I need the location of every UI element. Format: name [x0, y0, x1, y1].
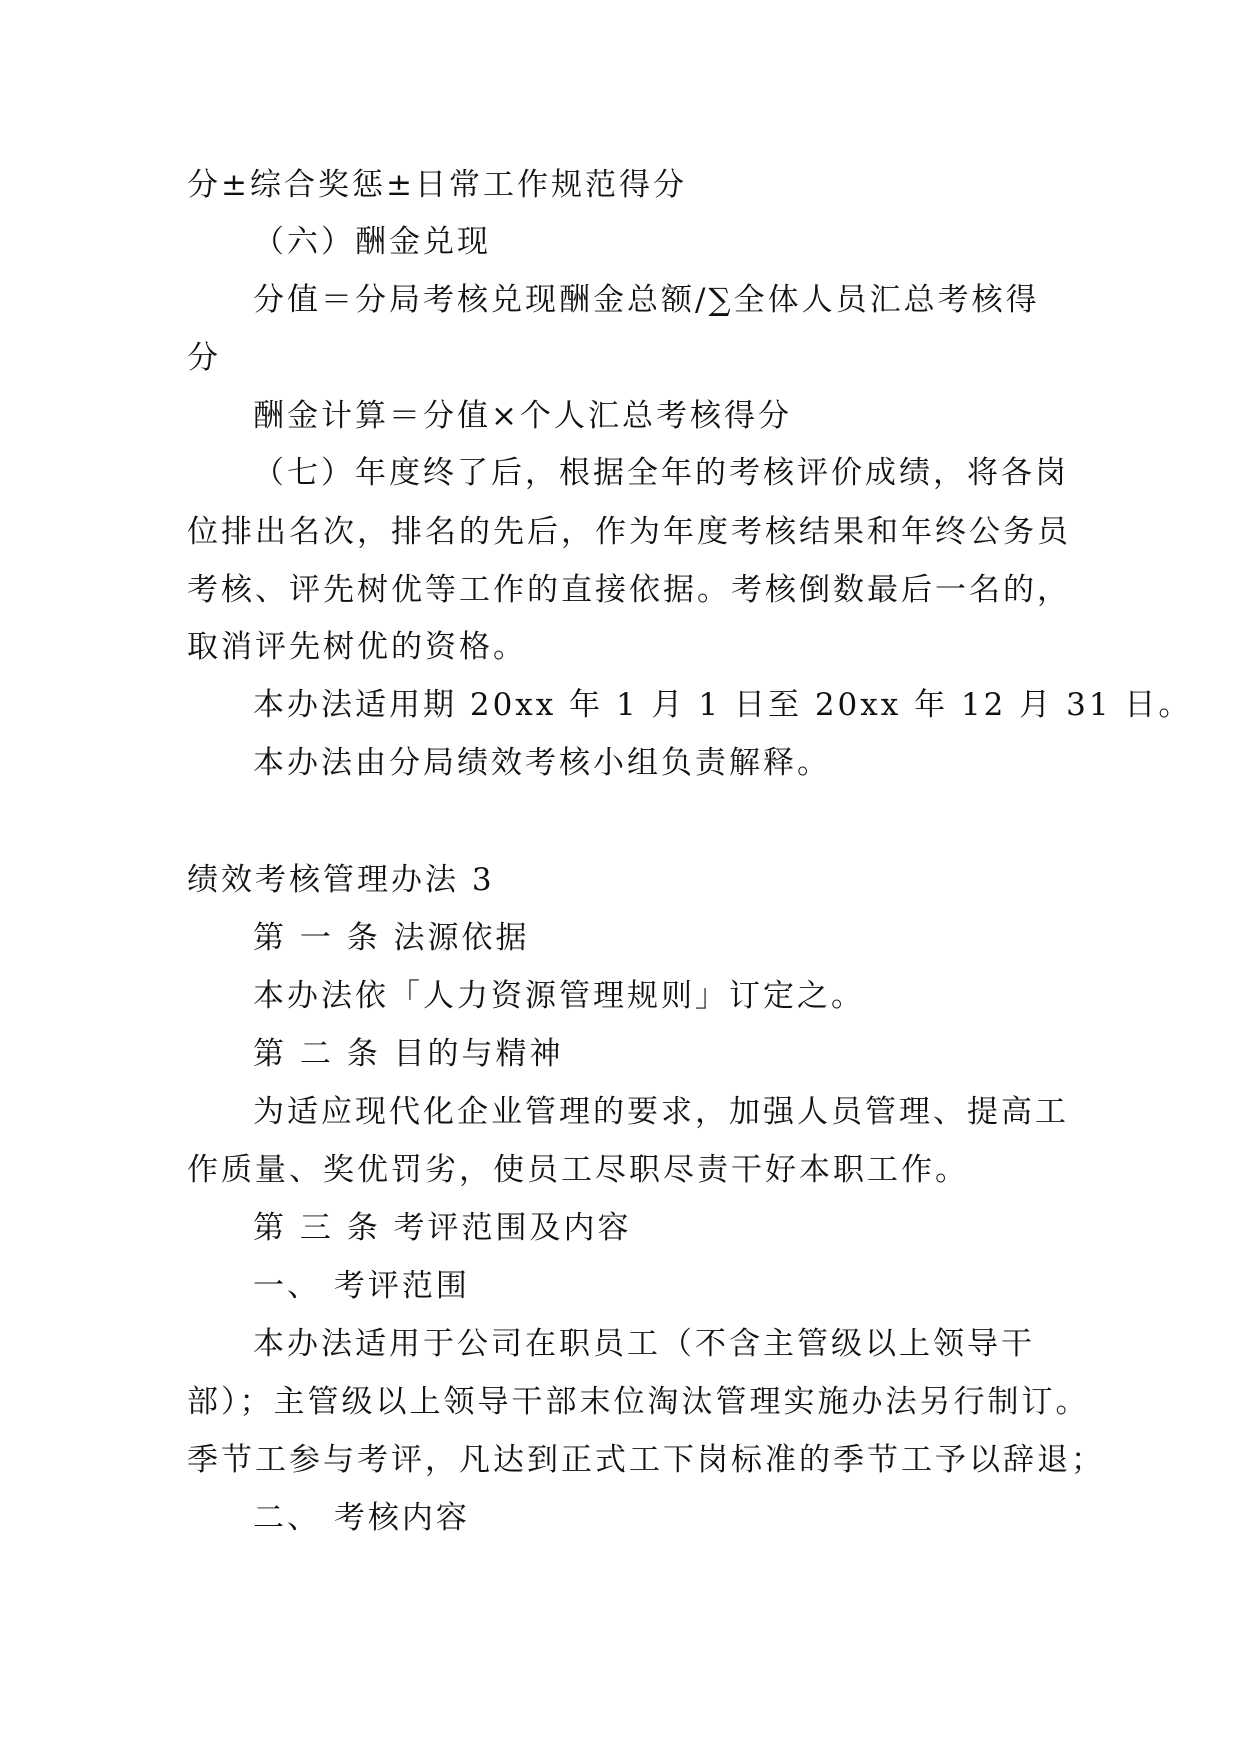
section-heading: （六）酬金兑现 — [253, 224, 491, 260]
paragraph-line: 考核、评先树优等工作的直接依据。考核倒数最后一名的， — [187, 572, 1071, 608]
paragraph-line: 季节工参与考评，凡达到正式工下岗标准的季节工予以辞退； — [187, 1442, 1105, 1478]
article-heading: 第 三 条 考评范围及内容 — [253, 1210, 632, 1246]
paragraph-line: 本办法适用于公司在职员工（不含主管级以上领导干 — [253, 1326, 1035, 1362]
article-heading: 第 一 条 法源依据 — [253, 920, 530, 956]
subsection-heading: 二、 考核内容 — [253, 1500, 470, 1536]
paragraph-line: 取消评先树优的资格。 — [187, 629, 527, 665]
paragraph-line: 本办法由分局绩效考核小组负责解释。 — [253, 745, 831, 781]
article-heading: 第 二 条 目的与精神 — [253, 1036, 564, 1072]
paragraph-line: 分±综合奖惩±日常工作规范得分 — [187, 167, 687, 203]
document-title: 绩效考核管理办法 3 — [187, 862, 495, 898]
paragraph-line: （七）年度终了后，根据全年的考核评价成绩，将各岗 — [253, 455, 1069, 491]
paragraph-line: 为适应现代化企业管理的要求，加强人员管理、提高工 — [253, 1094, 1069, 1130]
paragraph-line: 酬金计算＝分值×个人汇总考核得分 — [253, 398, 792, 434]
paragraph-line: 分 — [187, 340, 221, 376]
paragraph-line: 作质量、奖优罚劣，使员工尽职尽责干好本职工作。 — [187, 1152, 969, 1188]
paragraph-line: 本办法依「人力资源管理规则」订定之。 — [253, 978, 865, 1014]
paragraph-line: 本办法适用期 20xx 年 1 月 1 日至 20xx 年 12 月 31 日。 — [253, 687, 1193, 723]
paragraph-line: 部）；主管级以上领导干部末位淘汰管理实施办法另行制订。 — [187, 1384, 1090, 1420]
subsection-heading: 一、 考评范围 — [253, 1268, 470, 1304]
paragraph-line: 分值＝分局考核兑现酬金总额/∑全体人员汇总考核得 — [253, 282, 1040, 318]
paragraph-line: 位排出名次，排名的先后，作为年度考核结果和年终公务员 — [187, 514, 1071, 550]
